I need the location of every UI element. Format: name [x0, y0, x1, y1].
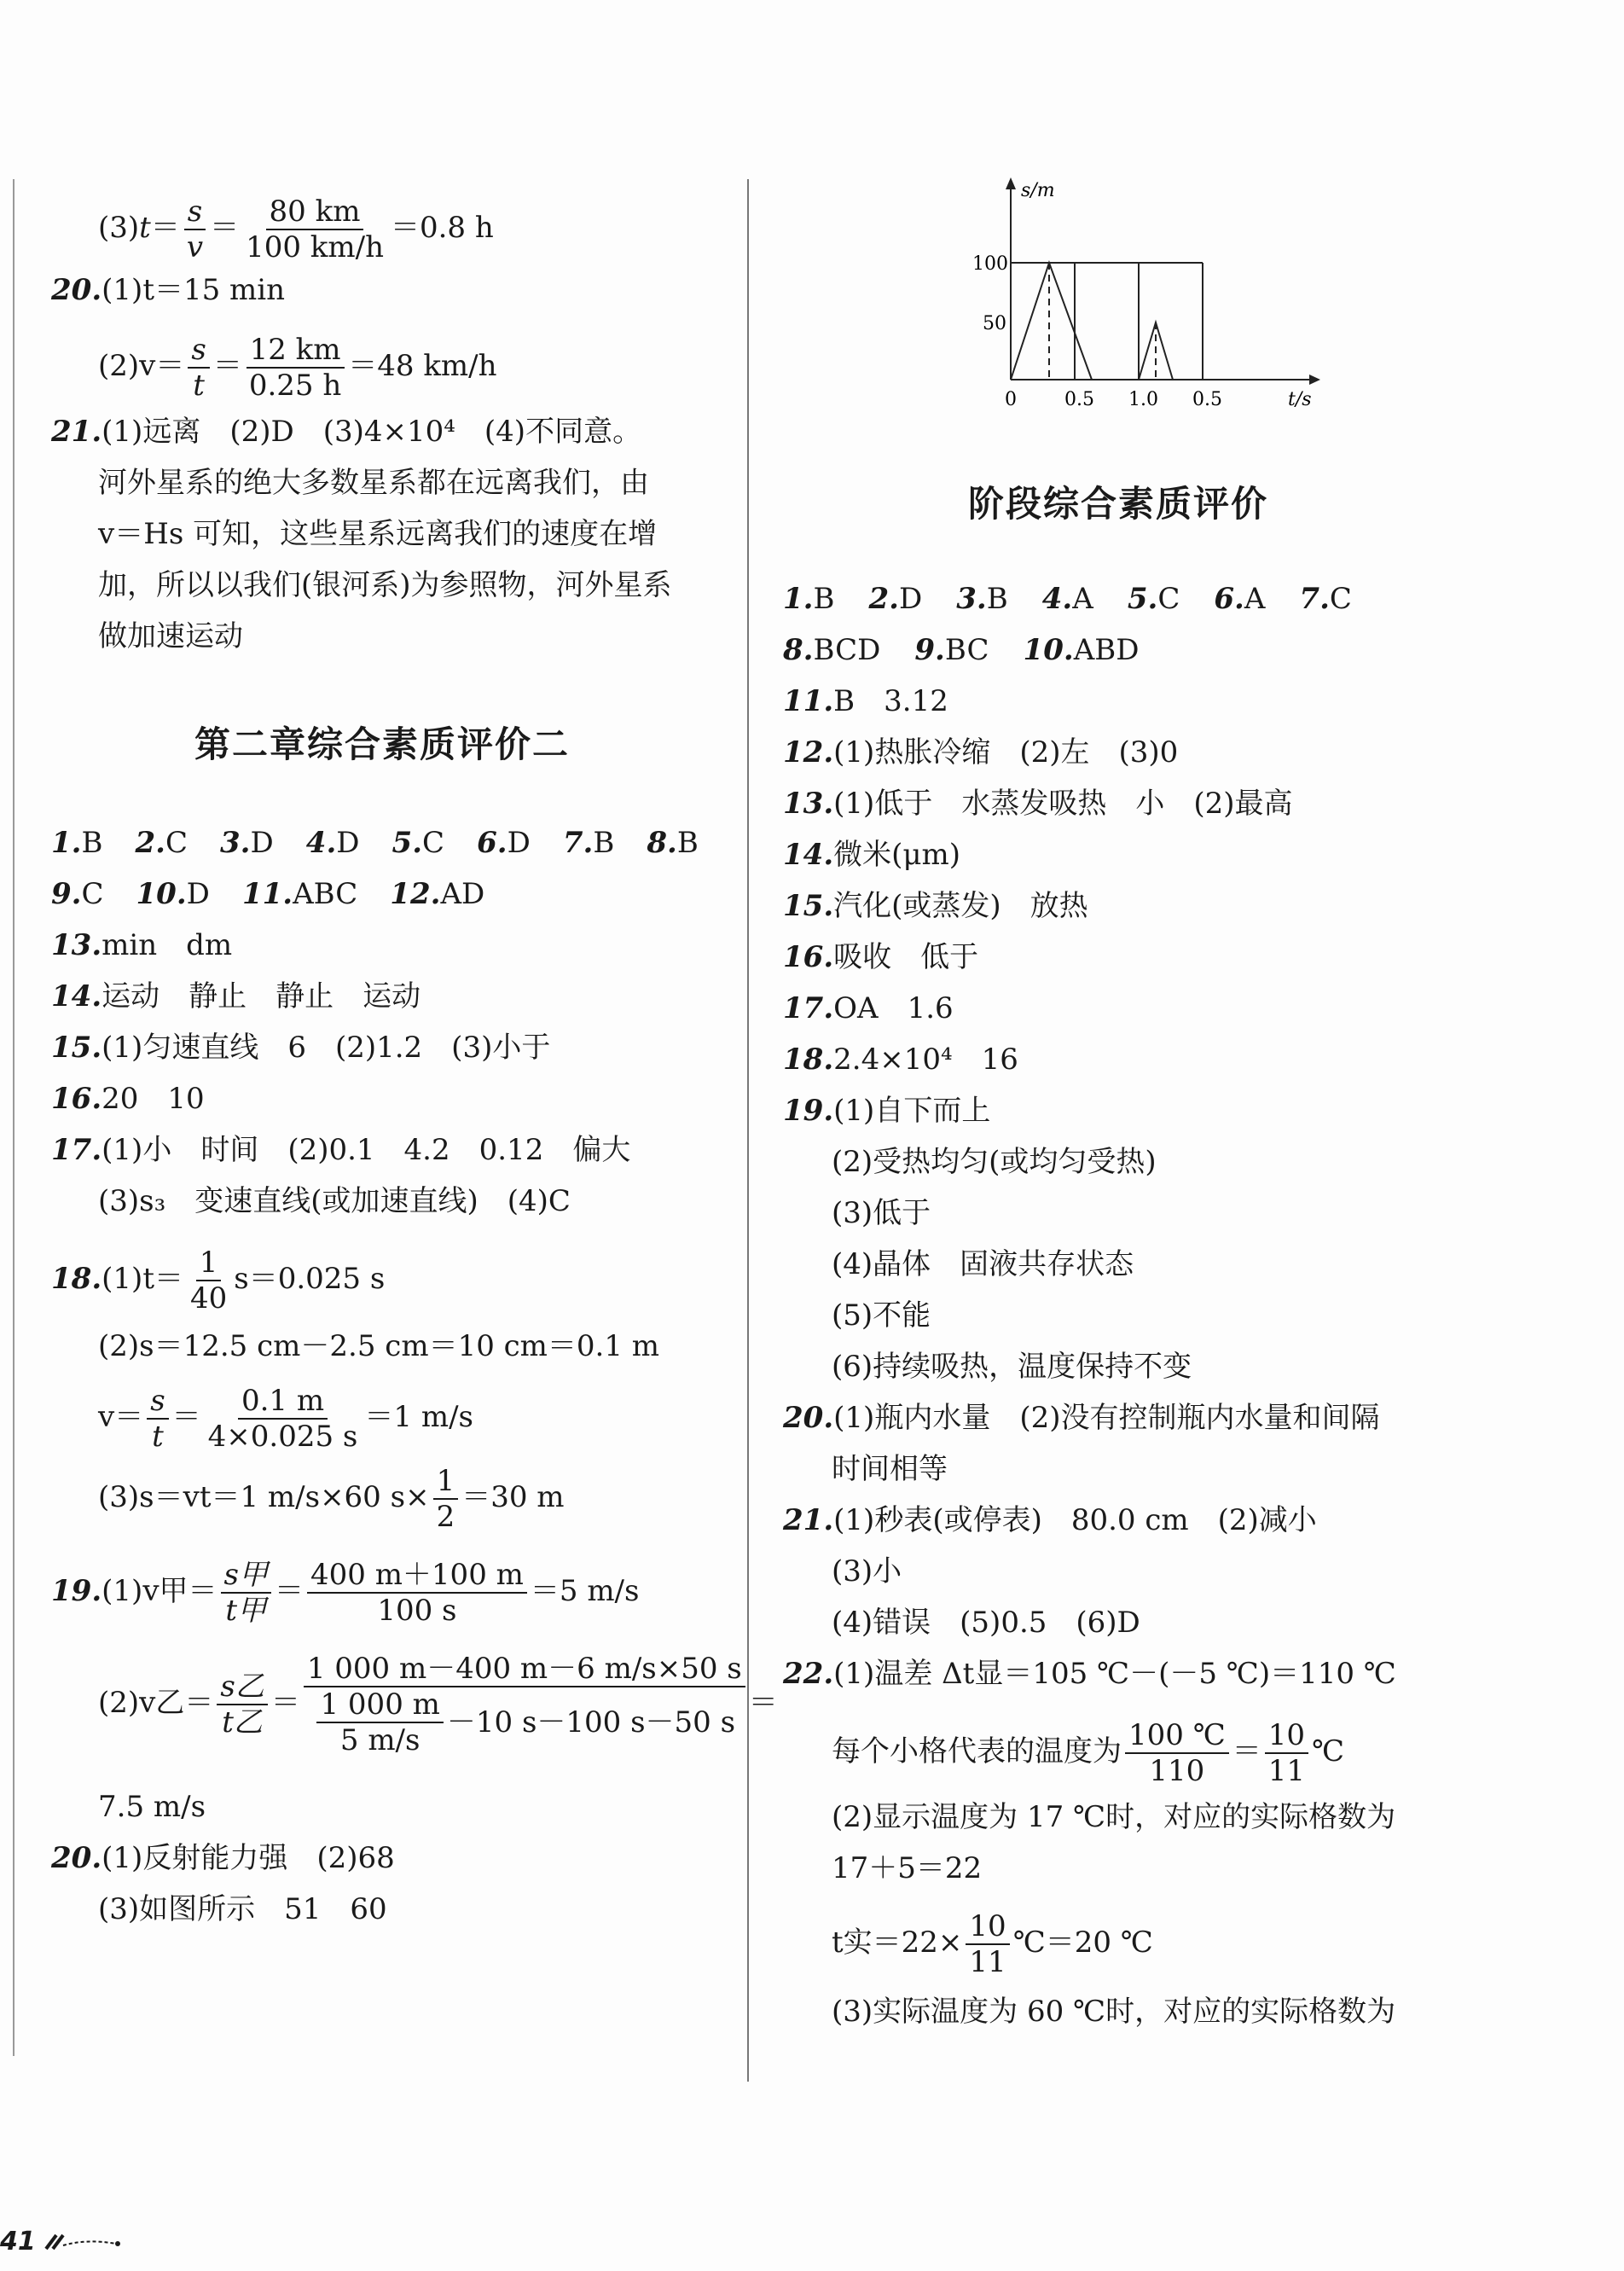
- fraction: [217, 1670, 267, 1740]
- compound-fraction: [304, 1652, 745, 1757]
- fraction: [205, 1384, 362, 1454]
- q21-line1: [51, 413, 641, 450]
- answer-letter: B: [986, 582, 1008, 616]
- r-q16-line: [783, 938, 978, 976]
- answer-letter: ABC: [293, 877, 358, 911]
- question-number: 10.: [1023, 633, 1074, 667]
- answer-letter: A: [1244, 582, 1266, 616]
- question-number: 20.: [783, 1401, 834, 1435]
- r-q13-line: [783, 785, 1292, 822]
- mc-answer: [1299, 582, 1352, 616]
- question-number: 18.: [783, 1043, 834, 1077]
- decorative-swash-icon: [44, 2228, 121, 2254]
- q18-line2: (2)s＝12.5 cm－2.5 cm＝10 cm＝0.1 m: [98, 1329, 660, 1363]
- answer-letter: D: [186, 877, 210, 911]
- answer-letter: BCD: [813, 633, 881, 667]
- q19-part3-line: (3)t＝ $\frac{s}{v}$ ＝ $\frac{80 km}{100 km/h}$ ＝0.8 h: [98, 195, 494, 264]
- answer-letter: BC: [944, 633, 989, 667]
- question-number: 17.: [51, 1133, 102, 1167]
- mc-answer: [647, 826, 699, 860]
- mc-answer: [956, 582, 1008, 616]
- fraction: [242, 195, 387, 264]
- q20b-line2: (3)如图所示 51 60: [98, 1892, 387, 1926]
- q19-line2: (2)v乙＝ $\frac{\text{s乙}}{\text{t乙}}$ ＝ 1 000 m－400 m－6 m/s×50 s $\frac{1 000 m}{5 m/s}$ －10 s－100 s－50 s ＝: [98, 1652, 778, 1757]
- q19-line1: 19.(1)v甲＝ $\frac{\text{s甲}}{\text{t甲}}$ ＝ $\frac{400 m+100 m}{100 s}$ ＝5 m/s: [51, 1558, 640, 1628]
- question-number: 2.: [135, 826, 165, 860]
- fraction: [183, 195, 206, 264]
- fraction: [221, 1558, 271, 1628]
- fraction: [307, 1558, 527, 1628]
- r-q19-line2: (2)受热均匀(或均匀受热): [832, 1145, 1157, 1179]
- text: v＝: [98, 1400, 144, 1434]
- denominator: 5 m/s: [339, 1723, 420, 1757]
- answer-text: 20 10: [102, 1082, 205, 1116]
- answer-text: (1)低于 水蒸发吸热 小 (2)最高: [833, 787, 1293, 821]
- y-axis-label: s/m: [1021, 180, 1055, 201]
- answer-text: min dm: [102, 928, 233, 962]
- answer-text: (1)远离 (2)D (3)4×10⁴ (4)不同意。: [102, 415, 642, 449]
- answer-letter: C: [165, 826, 188, 860]
- mc-answer: [51, 877, 104, 911]
- mc-answer: [783, 582, 835, 616]
- x-tick-label: 1.0: [1128, 389, 1158, 410]
- mc-row-8-10: [783, 631, 1174, 669]
- denominator: 100 km/h: [246, 230, 384, 264]
- text: ＝: [150, 211, 180, 245]
- question-number: 22.: [783, 1657, 834, 1691]
- denominator: t: [152, 1420, 164, 1454]
- page-number: 41: [0, 2227, 36, 2256]
- answer-letter: C: [422, 826, 445, 860]
- fraction: [187, 1246, 230, 1316]
- numerator: 12 km: [246, 333, 345, 369]
- question-number: 20.: [51, 273, 102, 307]
- text: 每个小格代表的温度为: [832, 1734, 1122, 1769]
- section-title-stage: 阶段综合素质评价: [968, 483, 1269, 525]
- answer-text: 吸收 低于: [833, 940, 979, 974]
- text: ＝: [748, 1686, 778, 1720]
- mc-answer: [477, 826, 531, 860]
- q13-line: [51, 926, 232, 964]
- answer-text: (1)小 时间 (2)0.1 4.2 0.12 偏大: [102, 1133, 631, 1167]
- denominator: [310, 1687, 739, 1757]
- x-axis-arrow: [1309, 375, 1320, 385]
- mc-row-9-12: [51, 875, 517, 913]
- q21-line4: 加，所以以我们(银河系)为参照物，河外星系: [98, 568, 672, 602]
- answer-letter: D: [336, 826, 360, 860]
- fraction: [966, 1909, 1009, 1979]
- question-number: 12.: [783, 735, 834, 770]
- numerator: s甲: [221, 1558, 271, 1594]
- x-tick-label: 0: [1005, 389, 1017, 410]
- q14-line: [51, 978, 420, 1015]
- mc-answer: [242, 877, 357, 911]
- q18-line3: v＝ $\frac{s}{t}$ ＝ $\frac{0.1 m}{4\times 0.025 s}$ ＝1 m/s: [98, 1384, 473, 1454]
- answer-letter: C: [1329, 582, 1352, 616]
- r-q22-line5: [832, 1909, 1153, 1979]
- numerator: 1: [433, 1464, 459, 1500]
- text: －10 s－100 s－50 s: [446, 1705, 736, 1740]
- denominator: v: [186, 230, 204, 264]
- question-number: 5.: [392, 826, 423, 860]
- question-number: 21.: [783, 1503, 834, 1537]
- question-number: 7.: [562, 826, 594, 860]
- answer-text: OA 1.6: [833, 991, 954, 1025]
- r-q22-line1: [783, 1655, 1396, 1693]
- question-number: 3.: [220, 826, 251, 860]
- mc-row-1-8: [51, 824, 731, 862]
- denominator: 2: [436, 1500, 455, 1534]
- question-number: 8.: [783, 633, 814, 667]
- mc-answer: [220, 826, 274, 860]
- mc-answer: [136, 877, 210, 911]
- answer-letter: ABD: [1073, 633, 1140, 667]
- question-number: 2.: [868, 582, 899, 616]
- answer-letter: C: [1157, 582, 1180, 616]
- question-number: 8.: [647, 826, 677, 860]
- r-q22-line4: 17＋5＝22: [832, 1851, 983, 1885]
- r-q21-line3: (4)错误 (5)0.5 (6)D: [832, 1606, 1140, 1640]
- numerator: s: [147, 1384, 168, 1420]
- answer-letter: B: [81, 826, 103, 860]
- answer-text: (1)瓶内水量 (2)没有控制瓶内水量和间隔: [833, 1401, 1380, 1435]
- x-tick-label: 0.5: [1192, 389, 1222, 410]
- r-q22-line2: [832, 1718, 1344, 1788]
- r-q21-line1: [783, 1501, 1317, 1539]
- y-tick-label: 100: [972, 253, 1008, 275]
- answer-text: (1)t＝15 min: [102, 273, 286, 307]
- question-number: 13.: [783, 787, 834, 821]
- x-tick-label: 0.5: [1064, 389, 1094, 410]
- q18-line1: [51, 1246, 385, 1316]
- q17-line1: [51, 1131, 630, 1169]
- text: t实＝22×: [832, 1925, 963, 1960]
- answer-letter: B: [676, 826, 699, 860]
- question-number: 16.: [51, 1082, 102, 1116]
- question-number: 1.: [51, 826, 82, 860]
- question-number: 10.: [136, 877, 187, 911]
- question-number: 11.: [241, 877, 293, 911]
- question-number: 9.: [914, 633, 945, 667]
- r-q22-line6: (3)实际温度为 60 ℃时，对应的实际格数为: [832, 1995, 1396, 2029]
- fraction: [147, 1384, 168, 1454]
- mc-answer: [1024, 633, 1140, 667]
- text: ＝0.8 h: [390, 211, 494, 245]
- question-number: 3.: [956, 582, 987, 616]
- text: (1)t＝: [102, 1262, 183, 1296]
- denominator: 11: [1267, 1754, 1306, 1788]
- question-number: 5.: [1127, 582, 1158, 616]
- answer-text: (1)匀速直线 6 (2)1.2 (3)小于: [102, 1031, 551, 1065]
- r-q22-line3: (2)显示温度为 17 ℃时，对应的实际格数为: [832, 1800, 1396, 1834]
- answer-letter: B: [593, 826, 615, 860]
- fraction: [1265, 1718, 1308, 1788]
- question-number: 12.: [390, 877, 441, 911]
- text: ℃: [1312, 1734, 1345, 1769]
- question-number: 15.: [51, 1031, 102, 1065]
- answer-text: 运动 静止 静止 运动: [102, 979, 421, 1014]
- numerator: s: [188, 333, 209, 369]
- answer-letter: D: [507, 826, 531, 860]
- text: ＝30 m: [461, 1480, 565, 1514]
- answer-letter: B: [813, 582, 835, 616]
- q20b-line1: [51, 1839, 395, 1877]
- text: (2)v＝: [98, 349, 185, 383]
- fraction: [246, 333, 345, 403]
- denominator: t乙: [222, 1705, 263, 1740]
- denominator: 4×0.025 s: [207, 1420, 358, 1454]
- text: (2)v乙＝: [98, 1686, 214, 1720]
- line-segment-1: [1011, 263, 1092, 380]
- q18-line4: [98, 1464, 565, 1534]
- answer-text: (1)温差 Δt显＝105 ℃－(－5 ℃)＝110 ℃: [833, 1657, 1396, 1691]
- text: ℃＝20 ℃: [1012, 1925, 1153, 1960]
- s-t-graph: [964, 171, 1322, 418]
- numerator: s: [184, 195, 206, 230]
- mc-answer: [390, 877, 484, 911]
- text: t: [139, 211, 151, 245]
- r-q19-line6: (6)持续吸热，温度保持不变: [832, 1350, 1192, 1384]
- numerator: 100 ℃: [1125, 1718, 1229, 1754]
- r-q21-line2: (3)小: [832, 1554, 902, 1589]
- answer-letter: AD: [440, 877, 485, 911]
- y-tick-label: 50: [983, 313, 1006, 334]
- r-q19-line3: (3)低于: [832, 1196, 931, 1230]
- denominator: 0.25 h: [248, 369, 342, 403]
- r-q11-line: [783, 682, 948, 720]
- numerator: 80 km: [266, 195, 364, 230]
- column-divider: [747, 179, 749, 2082]
- answer-text: B 3.12: [833, 684, 948, 718]
- x-axis-label: t/s: [1288, 389, 1312, 410]
- r-q15-line: [783, 887, 1088, 925]
- question-number: 18.: [51, 1262, 102, 1296]
- question-number: 17.: [783, 991, 834, 1025]
- mc-row-1-7: [783, 580, 1386, 618]
- mc-answer: [563, 826, 615, 860]
- question-number: 6.: [1214, 582, 1244, 616]
- denominator: t甲: [225, 1594, 267, 1628]
- text: ＝1 m/s: [364, 1400, 473, 1434]
- numerator: 1: [196, 1246, 222, 1281]
- fraction: [433, 1464, 459, 1534]
- r-q18-line: [783, 1041, 1018, 1078]
- question-number: 14.: [783, 838, 834, 872]
- question-number: 19.: [51, 1574, 102, 1608]
- numerator: 1 000 m: [316, 1687, 443, 1723]
- mc-answer: [783, 633, 880, 667]
- r-q19-line5: (5)不能: [832, 1298, 931, 1333]
- text: ＝: [1232, 1734, 1262, 1769]
- denominator: t: [193, 369, 205, 403]
- question-number: 21.: [51, 415, 102, 449]
- answer-text: 2.4×10⁴ 16: [833, 1043, 1018, 1077]
- question-number: 11.: [783, 684, 834, 718]
- answer-text: 微米(μm): [833, 838, 961, 872]
- question-number: 14.: [51, 979, 102, 1014]
- numerator: 400 m＋100 m: [307, 1558, 527, 1594]
- q21-line3: v＝Hs 可知，这些星系远离我们的速度在增: [98, 517, 658, 551]
- r-q17-line: [783, 990, 954, 1027]
- left-margin-line: [13, 179, 14, 2056]
- text: s＝0.025 s: [234, 1262, 386, 1296]
- numerator: 10: [966, 1909, 1009, 1945]
- y-axis-arrow: [1006, 177, 1016, 189]
- q20-line2: (2)v＝ $\frac{s}{t}$ ＝ $\frac{12 km}{0.25 h}$ ＝48 km/h: [98, 333, 497, 403]
- text: (3)s＝vt＝1 m/s×60 s×: [98, 1480, 430, 1514]
- mc-answer: [1128, 582, 1180, 616]
- r-q20-line2: 时间相等: [832, 1452, 948, 1486]
- text: (3): [98, 211, 140, 245]
- answer-letter: C: [81, 877, 104, 911]
- denominator: 11: [969, 1945, 1006, 1979]
- section-title-chapter2: 第二章综合素质评价二: [194, 723, 571, 765]
- question-number: 13.: [51, 928, 102, 962]
- r-q20-line1: [783, 1399, 1379, 1437]
- mc-answer: [1042, 582, 1093, 616]
- mc-answer: [306, 826, 360, 860]
- question-number: 19.: [783, 1094, 834, 1128]
- answer-letter: D: [250, 826, 274, 860]
- q19-line3: 7.5 m/s: [98, 1790, 206, 1824]
- fraction: [188, 333, 209, 403]
- text: (1)v甲＝: [102, 1574, 218, 1608]
- r-q12-line: [783, 734, 1178, 771]
- answer-text: 汽化(或蒸发) 放热: [833, 889, 1088, 923]
- answer-text: (1)反射能力强 (2)68: [102, 1841, 395, 1875]
- numerator: 0.1 m: [238, 1384, 328, 1420]
- numerator: 10: [1265, 1718, 1308, 1754]
- mc-answer: [1214, 582, 1265, 616]
- answer-text: (1)自下而上: [833, 1094, 991, 1128]
- q17-line2: (3)s₃ 变速直线(或加速直线) (4)C: [98, 1184, 571, 1218]
- mc-answer: [51, 826, 103, 860]
- inner-fraction: [316, 1687, 443, 1757]
- question-number: 16.: [783, 940, 834, 974]
- question-number: 1.: [783, 582, 814, 616]
- answer-text: (1)热胀冷缩 (2)左 (3)0: [833, 735, 1179, 770]
- answer-text: (1)秒表(或停表) 80.0 cm (2)减小: [833, 1503, 1317, 1537]
- question-number: 20.: [51, 1841, 102, 1875]
- answer-letter: A: [1072, 582, 1093, 616]
- r-q19-line1: [783, 1092, 990, 1130]
- text: ＝48 km/h: [348, 349, 497, 383]
- mc-answer: [869, 582, 923, 616]
- denominator: 110: [1149, 1754, 1205, 1788]
- mc-answer: [136, 826, 188, 860]
- denominator: 40: [189, 1281, 228, 1316]
- text: ＝5 m/s: [530, 1574, 640, 1608]
- fraction: [1125, 1718, 1229, 1788]
- q20-line1: [51, 271, 285, 309]
- q21-line5: 做加速运动: [98, 619, 243, 653]
- q15-line: [51, 1029, 550, 1066]
- answer-letter: D: [899, 582, 923, 616]
- q16-line: [51, 1080, 205, 1118]
- question-number: 15.: [783, 889, 834, 923]
- r-q19-line4: (4)晶体 固液共存状态: [832, 1247, 1134, 1281]
- r-q14-line: [783, 836, 960, 874]
- question-number: 6.: [477, 826, 508, 860]
- question-number: 7.: [1299, 582, 1330, 616]
- q21-line2: 河外星系的绝大多数星系都在远离我们，由: [98, 466, 649, 500]
- question-number: 4.: [305, 826, 337, 860]
- numerator: 1 000 m－400 m－6 m/s×50 s: [304, 1652, 745, 1687]
- mc-answer: [392, 826, 445, 860]
- numerator: s乙: [217, 1670, 267, 1705]
- question-number: 4.: [1041, 582, 1073, 616]
- question-number: 9.: [51, 877, 82, 911]
- denominator: 100 s: [377, 1594, 457, 1628]
- mc-answer: [914, 633, 989, 667]
